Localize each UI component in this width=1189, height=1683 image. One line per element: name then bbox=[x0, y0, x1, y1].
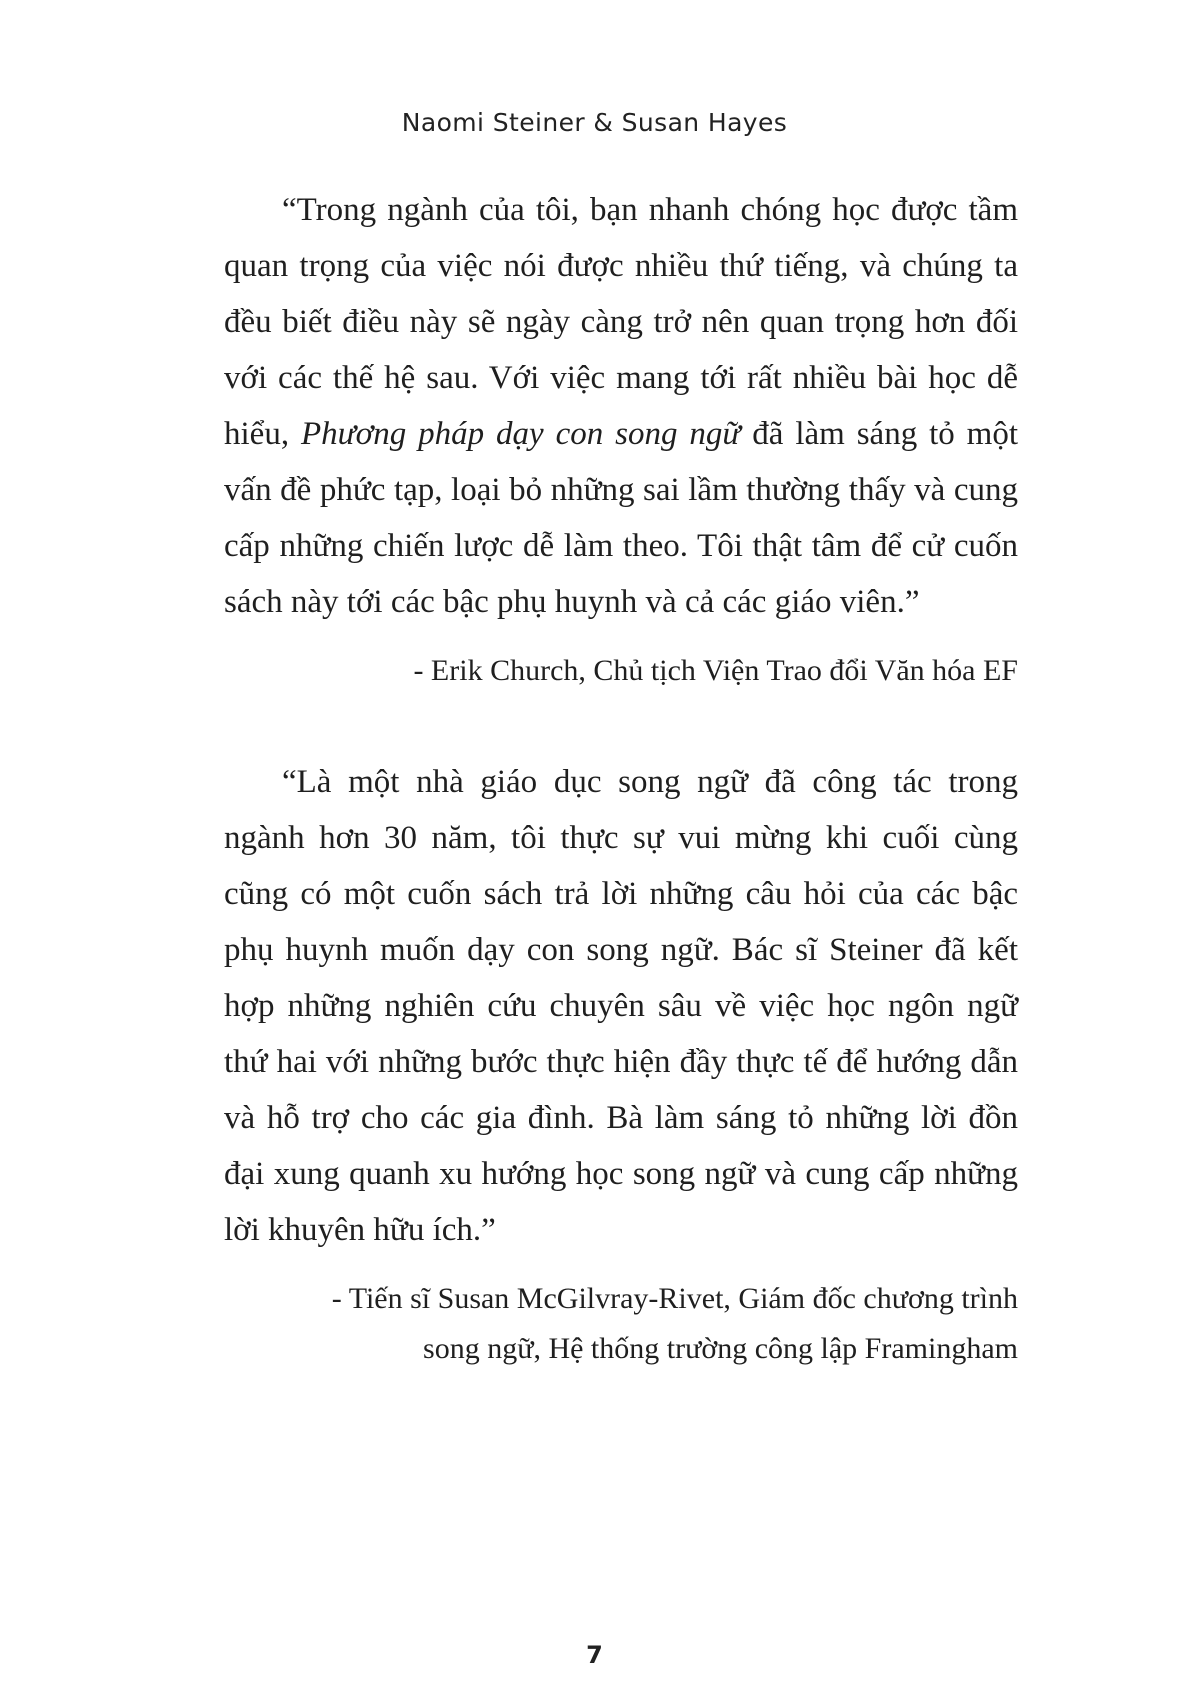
attribution-1-line: - Erik Church, Chủ tịch Viện Trao đổi Văn hóa EF bbox=[413, 654, 1018, 687]
attribution-2-line-2: song ngữ, Hệ thống trường công lập Framingham bbox=[423, 1332, 1018, 1365]
attribution-2-line-1: - Tiến sĩ Susan McGilvray-Rivet, Giám đốc chương trình bbox=[331, 1282, 1018, 1315]
endorsements-section bbox=[224, 182, 1018, 1374]
running-head: Naomi Steiner & Susan Hayes bbox=[401, 108, 788, 137]
endorsement-attribution-1 bbox=[224, 646, 1018, 696]
endorsement-quote-2: “Là một nhà giáo dục song ngữ đã công tác trong ngành hơn 30 năm, tôi thực sự vui mừng khi cuối cùng cũng có một cuốn sách trả lời những câu hỏi của các bậc phụ huynh muốn dạy con song ngữ. Bác sĩ Steiner đã kết hợp những nghiên cứu chuyên sâu về việc học ngôn ngữ thứ hai với những bước thực hiện đầy thực tế để hướng dẫn và hỗ trợ cho các gia đình. Bà làm sáng tỏ những lời đồn đại xung quanh xu hướng học song ngữ và cung cấp những lời khuyên hữu ích.” bbox=[224, 764, 1018, 1248]
book-title: Phương pháp dạy con song ngữ bbox=[300, 416, 741, 452]
endorsement-quote-1 bbox=[224, 182, 1018, 630]
quote-1-text-start: “Trong ngành của tôi, bạn nhanh chóng học được tầm quan trọng của việc nói được nhiều thứ tiếng, và chúng ta đều biết điều này sẽ ngày càng trở nên quan trọng hơn đối với các thế hệ sau. Với việc mang tới rất nhiều bài học dễ hiểu, bbox=[224, 192, 1018, 452]
section-spacer bbox=[224, 696, 1018, 754]
quote-1-text-end: đã làm sáng tỏ một vấn đề phức tạp, loại bỏ những sai lầm thường thấy và cung cấp những chiến lược dễ làm theo. Tôi thật tâm để cử cuốn sách này tới các bậc phụ huynh và cả các giáo viên.” bbox=[224, 416, 1018, 620]
endorsement-attribution-2 bbox=[224, 1274, 1018, 1374]
page-number: 7 bbox=[586, 1641, 603, 1669]
